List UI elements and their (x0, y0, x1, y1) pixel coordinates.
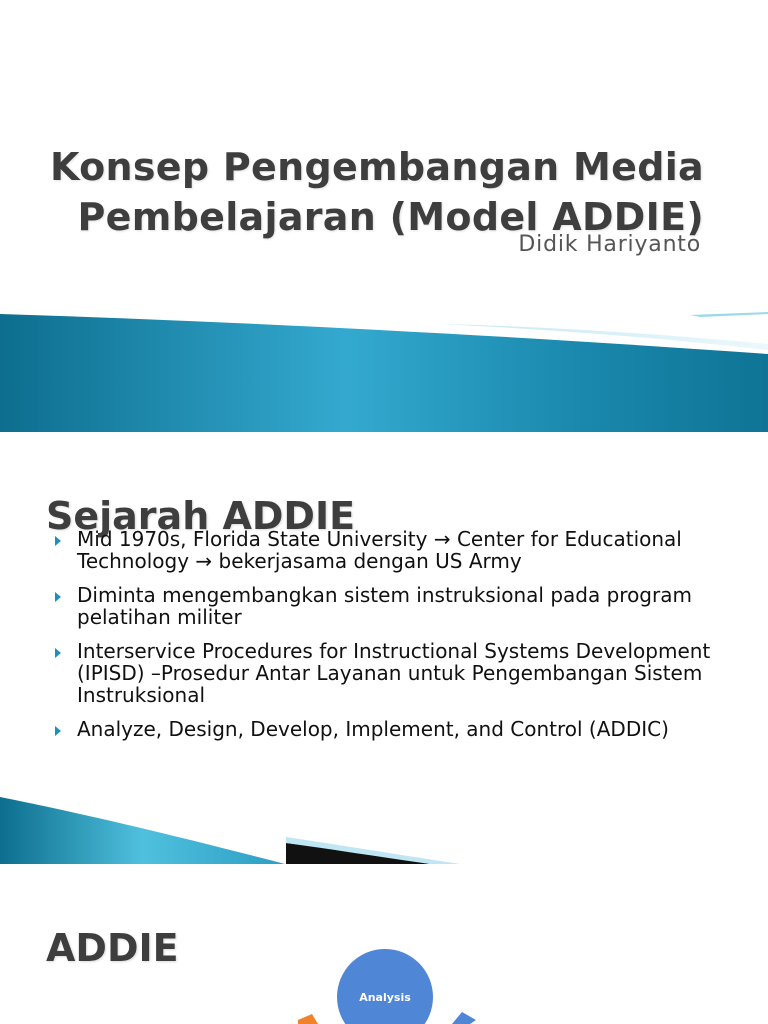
slide-title (0, 0, 768, 432)
bullet-text: Analyze, Design, Develop, Implement, and Control (ADDIC) (77, 717, 669, 741)
bullet-text: Diminta mengembangkan sistem instruksional pada program pelatihan militer (77, 583, 692, 629)
analysis-node (337, 949, 433, 1024)
arrow-orange (298, 1014, 318, 1024)
slide-history (0, 432, 768, 864)
list-item (50, 718, 740, 740)
slide-heading: ADDIE (46, 925, 179, 970)
presentation-title: Konsep Pengembangan Media Pembelajaran (Model ADDIE) (50, 145, 704, 240)
list-item (50, 528, 740, 572)
addie-cycle-diagram (0, 864, 768, 1024)
triangle-bullet-icon (55, 536, 61, 546)
slide-addie (0, 864, 768, 1024)
list-item (50, 584, 740, 628)
presentation-author: Didik Hariyanto (518, 232, 701, 257)
triangle-bullet-icon (55, 648, 61, 658)
bullet-list (50, 528, 740, 752)
wave-decoration (0, 787, 768, 864)
bullet-text: Interservice Procedures for Instructional Systems Development (IPISD) –Prosedur Antar Layanan untuk Pengembangan Sistem Instruksional (77, 639, 711, 707)
slide-heading: Sejarah ADDIE (46, 493, 356, 538)
bullet-text: Mid 1970s, Florida State University → Center for Educational Technology → bekerjasama dengan US Army (77, 527, 682, 573)
list-item (50, 640, 740, 706)
wave-decoration (0, 300, 768, 432)
analysis-node-label: Analysis (359, 991, 411, 1004)
arrow-blue (452, 1012, 476, 1024)
triangle-bullet-icon (55, 726, 61, 736)
triangle-bullet-icon (55, 592, 61, 602)
